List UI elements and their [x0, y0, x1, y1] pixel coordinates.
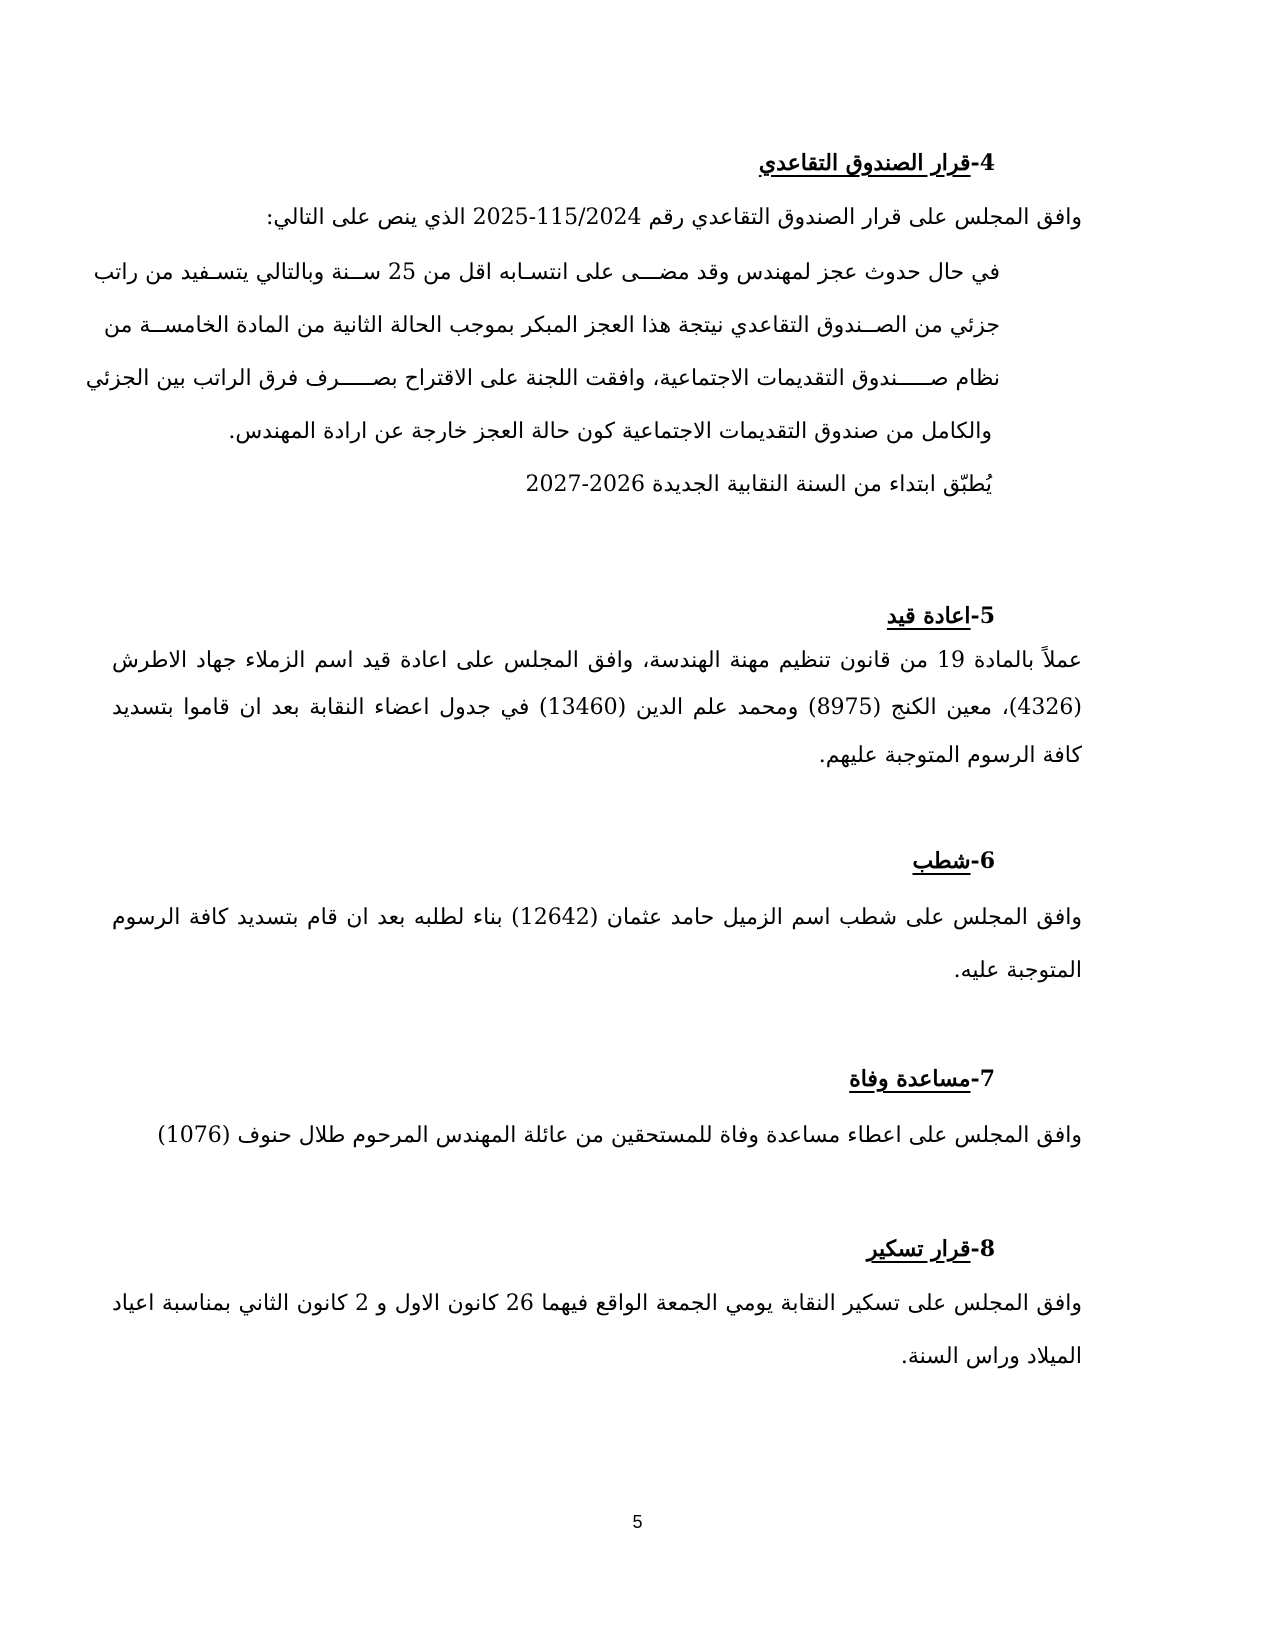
- section-title: قرار تسكير: [866, 1236, 971, 1262]
- paragraph-line: يُطبّق ابتداء من السنة النقابية الجديدة 2026-2027: [525, 472, 992, 497]
- paragraph-line: نظام صـــــندوق التقديمات الاجتماعية، وافقت اللجنة على الاقتراح بصـــــرف فرق الراتب بين الجزئي: [85, 366, 1000, 391]
- section-heading-7: [849, 1066, 995, 1092]
- paragraph-line: وافق المجلس على قرار الصندوق التقاعدي رقم 115/2024-2025 الذي ينص على التالي:: [266, 205, 1082, 230]
- paragraph-line: وافق المجلس على اعطاء مساعدة وفاة للمستحقين من عائلة المهندس المرحوم طلال حنوف (1076): [157, 1123, 1082, 1148]
- paragraph-line: والكامل من صندوق التقديمات الاجتماعية كون حالة العجز خارجة عن ارادة المهندس.: [228, 419, 992, 444]
- paragraph-line: وافق المجلس على شطب اسم الزميل حامد عثمان (12642) بناء لطلبه بعد ان قام بتسديد كافة الرسوم: [112, 905, 1082, 930]
- paragraph-line: المتوجبة عليه.: [953, 958, 1082, 983]
- section-number: 4-: [970, 150, 995, 176]
- section-heading-8: [867, 1236, 995, 1262]
- paragraph-line: في حال حدوث عجز لمهندس وقد مضـــى على انتسـابه اقل من 25 ســنة وبالتالي يتسـفيد من راتب: [93, 260, 1000, 285]
- paragraph-line: (4326)، معين الكنج (8975) ومحمد علم الدين (13460) في جدول اعضاء النقابة بعد ان قاموا بتسديد: [112, 695, 1082, 720]
- paragraph-line: وافق المجلس على تسكير النقابة يومي الجمعة الواقع فيهما 26 كانون الاول و 2 كانون الثاني بمناسبة اعياد: [112, 1291, 1082, 1316]
- section-title: اعادة قيد: [886, 603, 971, 629]
- section-title: قرار الصندوق التقاعدي: [758, 150, 971, 176]
- paragraph-line: الميلاد وراس السنة.: [900, 1344, 1082, 1369]
- paragraph-line: جزئي من الصــندوق التقاعدي نيتجة هذا العجز المبكر بموجب الحالة الثانية من المادة الخامســة من: [103, 313, 1000, 338]
- section-heading-6: [912, 848, 995, 874]
- section-number: 6-: [970, 848, 995, 874]
- section-title: شطب: [912, 848, 971, 874]
- paragraph-line: كافة الرسوم المتوجبة عليهم.: [818, 743, 1082, 768]
- section-heading-4: [759, 150, 995, 176]
- page-number: 5: [632, 1512, 643, 1532]
- section-heading-5: [887, 603, 995, 629]
- paragraph-line: عملاً بالمادة 19 من قانون تنظيم مهنة الهندسة، وافق المجلس على اعادة قيد اسم الزملاء جهاد الاطرش: [112, 648, 1082, 673]
- section-title: مساعدة وفاة: [849, 1066, 971, 1092]
- section-number: 7-: [970, 1066, 995, 1092]
- section-number: 8-: [970, 1236, 995, 1262]
- section-number: 5-: [970, 603, 995, 629]
